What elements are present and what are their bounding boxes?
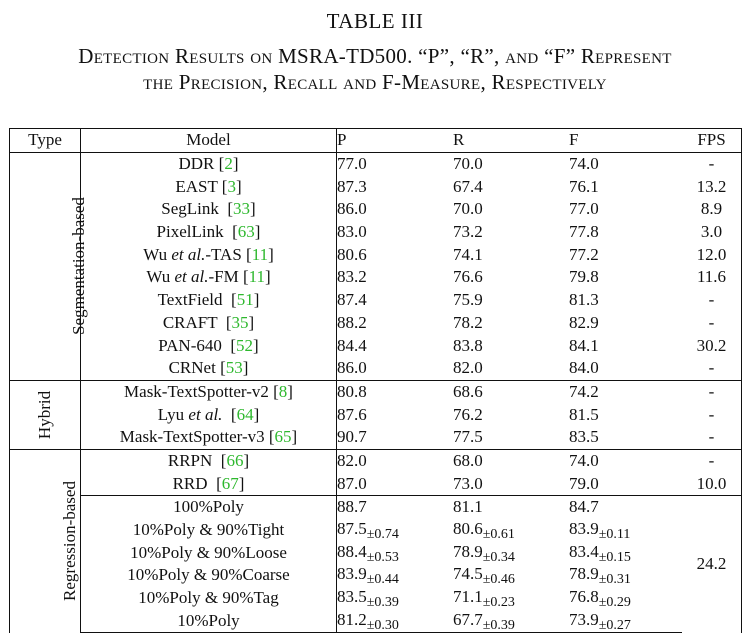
model-cell: 10%Poly & 90%Loose <box>81 541 337 564</box>
r-cell: 77.5 <box>453 427 483 447</box>
std-value: ±0.34 <box>482 549 515 565</box>
p-cell: $87.5_{\pm 0.74}$ <box>337 519 399 543</box>
model-cell: RRPN [66] <box>81 449 337 472</box>
header-model: Model <box>81 129 337 153</box>
std-value: ±0.46 <box>482 572 515 588</box>
table-row <box>10 541 742 564</box>
p-cell: 80.6 <box>337 244 367 264</box>
citation-link[interactable]: 66 <box>226 450 244 470</box>
model-cell: CRNet [53] <box>81 357 337 380</box>
f-cell: 77.8 <box>569 222 599 242</box>
citation-link[interactable]: 35 <box>231 312 249 332</box>
model-cell: PAN-640 [52] <box>81 334 337 357</box>
fps-cell: - <box>682 426 742 449</box>
citation-link[interactable]: 2 <box>224 154 233 174</box>
p-cell: 87.4 <box>337 290 367 310</box>
header-type: Type <box>10 129 81 153</box>
fps-cell: 12.0 <box>682 243 742 266</box>
type-label: Regression-based <box>59 481 79 602</box>
f-cell: $76.8_{\pm 0.29}$ <box>569 587 631 611</box>
f-cell: $83.4_{\pm 0.15}$ <box>569 541 631 565</box>
table-row <box>10 472 742 495</box>
r-cell: 73.0 <box>453 473 483 493</box>
f-cell: 84.7 <box>569 496 682 519</box>
table-row <box>10 380 742 403</box>
citation-link[interactable]: 63 <box>237 222 255 242</box>
f-cell: $83.9_{\pm 0.11}$ <box>569 519 631 543</box>
model-cell: Mask-TextSpotter-v2 [8] <box>81 380 337 403</box>
citation-link[interactable]: 65 <box>274 427 292 447</box>
table-row <box>10 403 742 426</box>
r-cell: 70.0 <box>453 152 569 175</box>
results-table <box>9 128 742 633</box>
std-value: ±0.61 <box>482 527 515 543</box>
citation-link[interactable]: 53 <box>225 358 243 378</box>
header-r: R <box>453 129 569 153</box>
model-cell: DDR [2] <box>81 152 337 175</box>
citation-link[interactable]: 11 <box>248 267 265 287</box>
fps-cell: 10.0 <box>682 472 742 495</box>
f-cell: 74.0 <box>569 449 682 472</box>
citation-link[interactable]: 52 <box>236 335 254 355</box>
table-row <box>10 496 742 519</box>
f-cell: 76.1 <box>569 176 599 196</box>
table-row <box>10 519 742 542</box>
table-row <box>10 266 742 289</box>
r-cell: 81.1 <box>453 496 569 519</box>
type-cell <box>10 449 81 633</box>
model-cell: 10%Poly & 90%Tight <box>81 519 337 542</box>
table-row <box>10 357 742 380</box>
fps-cell: 30.2 <box>682 334 742 357</box>
model-cell: 10%Poly & 90%Tag <box>81 587 337 610</box>
table-row <box>10 334 742 357</box>
f-cell: 81.3 <box>569 290 599 310</box>
table-row <box>10 221 742 244</box>
header-row <box>10 129 742 153</box>
model-cell: 100%Poly <box>81 496 337 519</box>
p-cell: $83.5_{\pm 0.39}$ <box>337 587 399 611</box>
p-cell: 77.0 <box>337 152 454 175</box>
f-cell: $78.9_{\pm 0.31}$ <box>569 564 631 588</box>
citation-link[interactable]: 8 <box>278 381 288 401</box>
fps-cell: - <box>682 403 742 426</box>
std-value: ±0.39 <box>366 595 399 611</box>
model-cell: TextField [51] <box>81 289 337 312</box>
p-cell: 87.0 <box>337 473 367 493</box>
f-cell: 79.0 <box>569 473 599 493</box>
r-cell: $78.9_{\pm 0.34}$ <box>453 541 515 565</box>
table-row <box>10 243 742 266</box>
table-caption-line-1: Detection Results on MSRA-TD500. “P”, “R”, and “F” Represent <box>78 44 672 68</box>
p-cell: $88.4_{\pm 0.53}$ <box>337 541 399 565</box>
f-cell: 77.2 <box>569 244 599 264</box>
citation-link[interactable]: 67 <box>221 473 239 493</box>
std-value: ±0.39 <box>482 617 515 633</box>
model-cell: CRAFT [35] <box>81 312 337 335</box>
std-value: ±0.53 <box>366 549 399 565</box>
model-cell: Wu et al.-TAS [11] <box>81 243 337 266</box>
fps-cell: 3.0 <box>682 221 742 244</box>
r-cell: $67.7_{\pm 0.39}$ <box>453 609 569 632</box>
std-value: ±0.74 <box>366 527 399 543</box>
r-cell: 70.0 <box>453 199 483 219</box>
model-cell: EAST [3] <box>81 175 337 198</box>
f-cell: 79.8 <box>569 267 599 287</box>
p-cell: 86.0 <box>337 358 367 378</box>
fps-cell: - <box>682 449 742 472</box>
table-row <box>10 175 742 198</box>
header-fps: FPS <box>682 129 742 153</box>
p-cell: 90.7 <box>337 427 367 447</box>
model-cell: 10%Poly & 90%Coarse <box>81 564 337 587</box>
header-f: F <box>569 129 682 153</box>
fps-cell: 13.2 <box>682 175 742 198</box>
model-cell: SegLink [33] <box>81 198 337 221</box>
fps-cell: 24.2 <box>682 496 742 633</box>
fps-cell: - <box>682 289 742 312</box>
r-cell: 76.6 <box>453 267 483 287</box>
f-cell: 74.2 <box>569 380 682 403</box>
table-number: TABLE III <box>326 9 424 33</box>
p-cell: 80.8 <box>337 380 454 403</box>
model-cell: PixelLink [63] <box>81 221 337 244</box>
model-cell: 10%Poly <box>81 609 337 632</box>
std-value: ±0.30 <box>366 617 399 633</box>
type-cell <box>10 152 88 380</box>
fps-cell: - <box>682 312 742 335</box>
type-label: Hybrid <box>34 390 54 439</box>
std-value: ±0.15 <box>598 549 631 565</box>
r-cell: 75.9 <box>453 290 483 310</box>
fps-cell: 8.9 <box>682 198 742 221</box>
r-cell: 67.4 <box>453 176 483 196</box>
r-cell: $80.6_{\pm 0.61}$ <box>453 519 515 543</box>
r-cell: 76.2 <box>453 404 483 424</box>
p-cell: 87.6 <box>337 404 367 424</box>
table-row <box>10 587 742 610</box>
p-cell: $83.9_{\pm 0.44}$ <box>337 564 399 588</box>
p-cell: 84.4 <box>337 335 367 355</box>
type-label: Segmentation-based <box>68 197 88 336</box>
table-caption-line-2: the Precision, Recall and F-Measure, Respectively <box>143 70 607 94</box>
std-value: ±0.29 <box>598 595 631 611</box>
r-cell: 82.0 <box>453 358 483 378</box>
table-row <box>10 152 742 175</box>
std-value: ±0.23 <box>482 595 515 611</box>
table-row <box>10 609 742 632</box>
table-row <box>10 564 742 587</box>
table-row <box>10 198 742 221</box>
r-cell: 78.2 <box>453 312 483 332</box>
fps-cell: - <box>682 357 742 380</box>
model-cell: Lyu et al. [64] <box>81 403 337 426</box>
table-row <box>10 312 742 335</box>
table-row <box>10 426 742 449</box>
p-cell: 87.3 <box>337 176 367 196</box>
r-cell: 83.8 <box>453 335 483 355</box>
type-cell <box>10 380 81 449</box>
model-cell: Mask-TextSpotter-v3 [65] <box>81 426 337 449</box>
f-cell: $73.9_{\pm 0.27}$ <box>569 609 682 632</box>
std-value: ±0.31 <box>598 572 631 588</box>
r-cell: $71.1_{\pm 0.23}$ <box>453 587 515 611</box>
model-cell: Wu et al.-FM [11] <box>81 266 337 289</box>
fps-cell: - <box>682 380 742 403</box>
citation-link[interactable]: 33 <box>233 199 251 219</box>
f-cell: 84.0 <box>569 358 599 378</box>
std-value: ±0.44 <box>366 572 399 588</box>
table-row <box>10 449 742 472</box>
p-cell: 83.0 <box>337 222 367 242</box>
r-cell: 68.0 <box>453 449 569 472</box>
fps-cell: 11.6 <box>682 266 742 289</box>
f-cell: 74.0 <box>569 152 682 175</box>
citation-link[interactable]: 64 <box>236 404 254 424</box>
p-cell: 82.0 <box>337 449 454 472</box>
p-cell: 88.2 <box>337 312 367 332</box>
p-cell: $81.2_{\pm 0.30}$ <box>337 609 454 632</box>
header-p: P <box>337 129 454 153</box>
std-value: ±0.27 <box>598 617 631 633</box>
p-cell: 88.7 <box>337 496 454 519</box>
std-value: ±0.11 <box>598 527 631 543</box>
citation-link[interactable]: 3 <box>227 176 236 196</box>
f-cell: 81.5 <box>569 404 599 424</box>
r-cell: 68.6 <box>453 380 569 403</box>
f-cell: 83.5 <box>569 427 599 447</box>
p-cell: 83.2 <box>337 267 367 287</box>
citation-link[interactable]: 11 <box>251 244 269 264</box>
f-cell: 84.1 <box>569 335 599 355</box>
table-row <box>10 289 742 312</box>
citation-link[interactable]: 51 <box>236 290 254 310</box>
f-cell: 77.0 <box>569 199 599 219</box>
r-cell: 74.1 <box>453 244 483 264</box>
r-cell: $74.5_{\pm 0.46}$ <box>453 564 515 588</box>
p-cell: 86.0 <box>337 199 367 219</box>
fps-cell: - <box>682 152 742 175</box>
r-cell: 73.2 <box>453 222 483 242</box>
f-cell: 82.9 <box>569 312 599 332</box>
model-cell: RRD [67] <box>81 472 337 495</box>
